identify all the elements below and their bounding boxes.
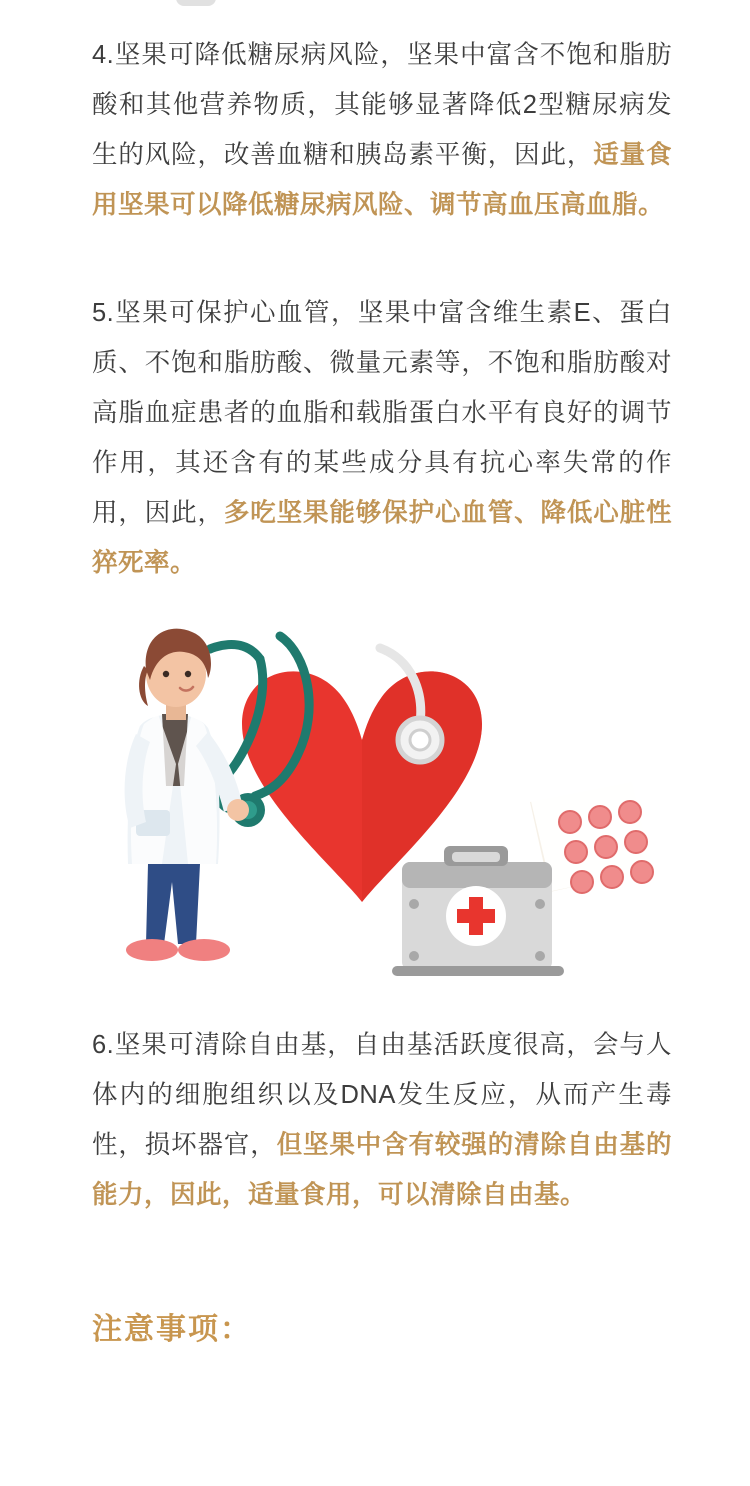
section-heading-notes: 注意事项：	[92, 1313, 252, 1346]
paragraph-6-number: 6.	[92, 1031, 115, 1059]
paragraph-6-highlight: 但坚果中含有较强的清除自由基的能力，因此，适量食用，可以清除自由基。	[92, 1131, 672, 1209]
paragraph-4-text: 坚果可降低糖尿病风险，坚果中富含不饱和脂肪酸和其他营养物质，其能够显著降低2型糖尿病发生的风险，改善血糖和胰岛素平衡，因此，	[92, 41, 672, 169]
paragraph-4-highlight: 适量食用坚果可以降低糖尿病风险、调节高血压高血脂。	[92, 141, 672, 219]
paragraph-item-5	[92, 230, 672, 588]
paragraph-5-highlight: 多吃坚果能够保护心血管、降低心脏性猝死率。	[92, 499, 672, 577]
top-decoration	[176, 0, 216, 6]
paragraph-item-4	[92, 0, 672, 230]
paragraph-5-number: 5.	[92, 299, 115, 327]
paragraph-4-number: 4.	[92, 41, 115, 69]
illustration-container	[92, 614, 672, 1004]
paragraph-5-text: 坚果可保护心血管，坚果中富含维生素E、蛋白质、不饱和脂肪酸、微量元素等，不饱和脂肪酸对高脂血症患者的血脂和载脂蛋白水平有良好的调节作用，其还含有的某些成分具有抗心率失常的作用，因此，	[92, 299, 672, 527]
paragraph-item-6	[92, 1004, 672, 1220]
doctor-heart-illustration	[92, 614, 672, 1004]
paragraph-6-text: 坚果可清除自由基，自由基活跃度很高，会与人体内的细胞组织以及DNA发生反应，从而产生毒性，损坏器官，	[92, 1031, 672, 1159]
first-aid-kit-icon	[392, 846, 564, 976]
doctor-figure	[125, 629, 249, 961]
